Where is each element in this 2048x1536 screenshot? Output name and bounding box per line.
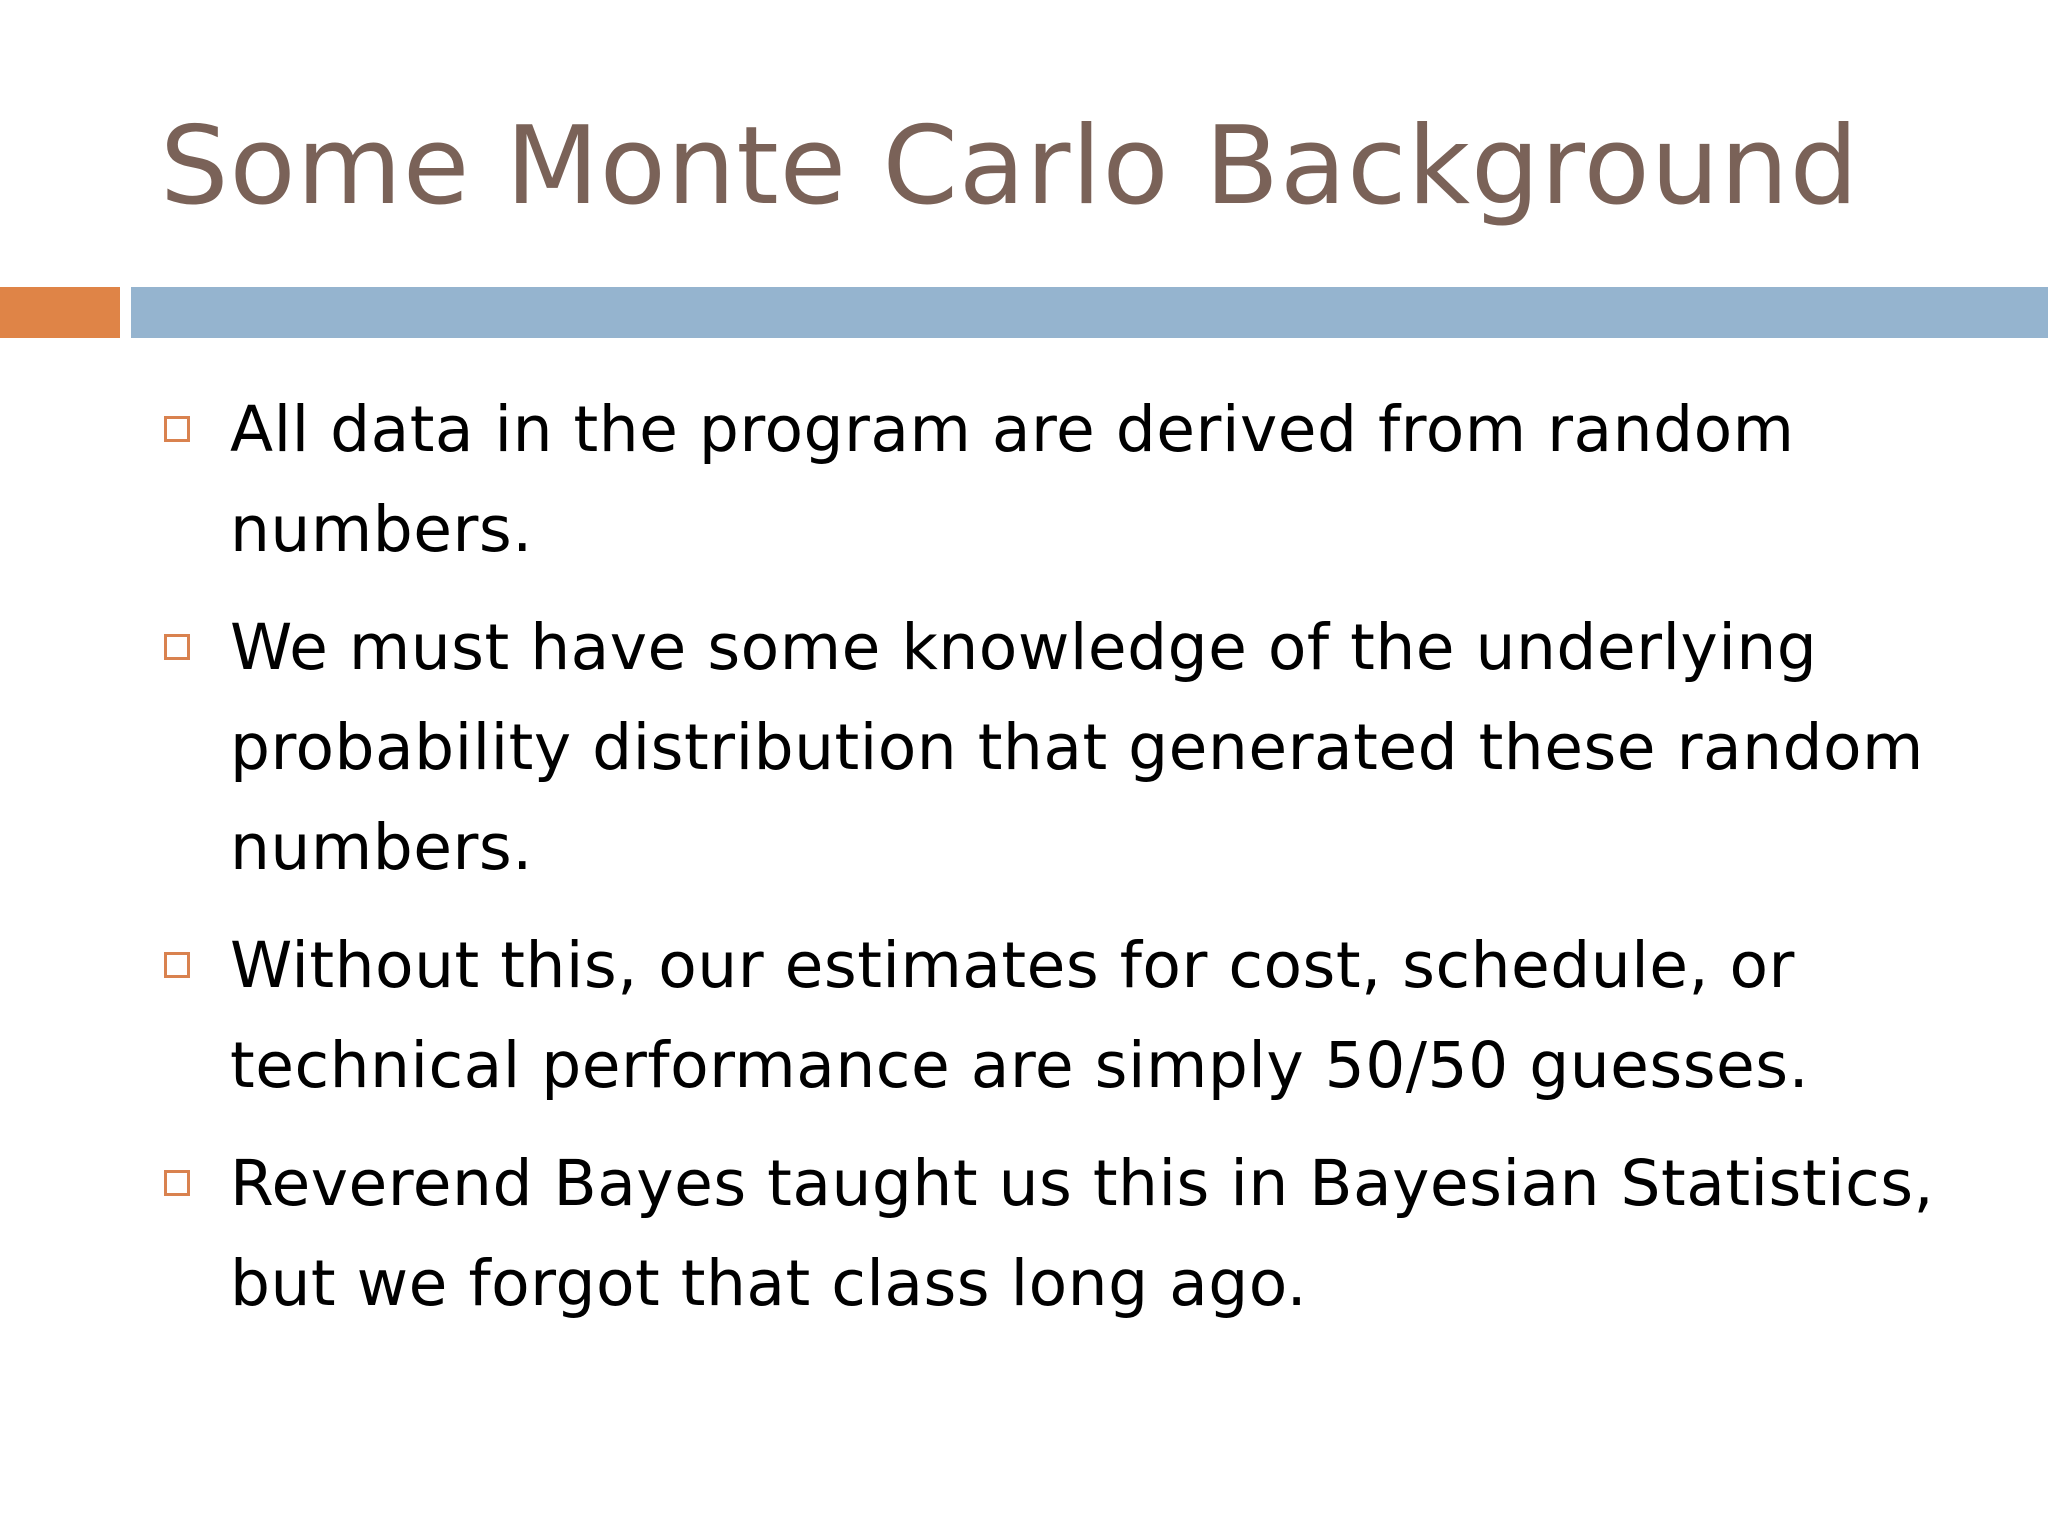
square-bullet-icon bbox=[164, 416, 190, 442]
square-bullet-icon bbox=[164, 952, 190, 978]
bullet-item bbox=[160, 916, 1990, 1116]
bullet-text: All data in the program are derived from random numbers. bbox=[230, 393, 1795, 566]
bullet-list bbox=[160, 380, 1990, 1352]
bullet-item bbox=[160, 380, 1990, 580]
slide-title: Some Monte Carlo Background bbox=[160, 104, 1860, 229]
title-divider-bar bbox=[131, 287, 2048, 338]
bullet-text: We must have some knowledge of the underlying probability distribution that generated these random numbers. bbox=[230, 611, 1924, 884]
square-bullet-icon bbox=[164, 634, 190, 660]
square-bullet-icon bbox=[164, 1170, 190, 1196]
bullet-text: Reverend Bayes taught us this in Bayesian Statistics, but we forgot that class long ago. bbox=[230, 1147, 1935, 1320]
bullet-text: Without this, our estimates for cost, schedule, or technical performance are simply 50/50 guesses. bbox=[230, 929, 1810, 1102]
title-accent-bar bbox=[0, 287, 120, 338]
bullet-item bbox=[160, 1134, 1990, 1334]
bullet-item bbox=[160, 598, 1990, 898]
